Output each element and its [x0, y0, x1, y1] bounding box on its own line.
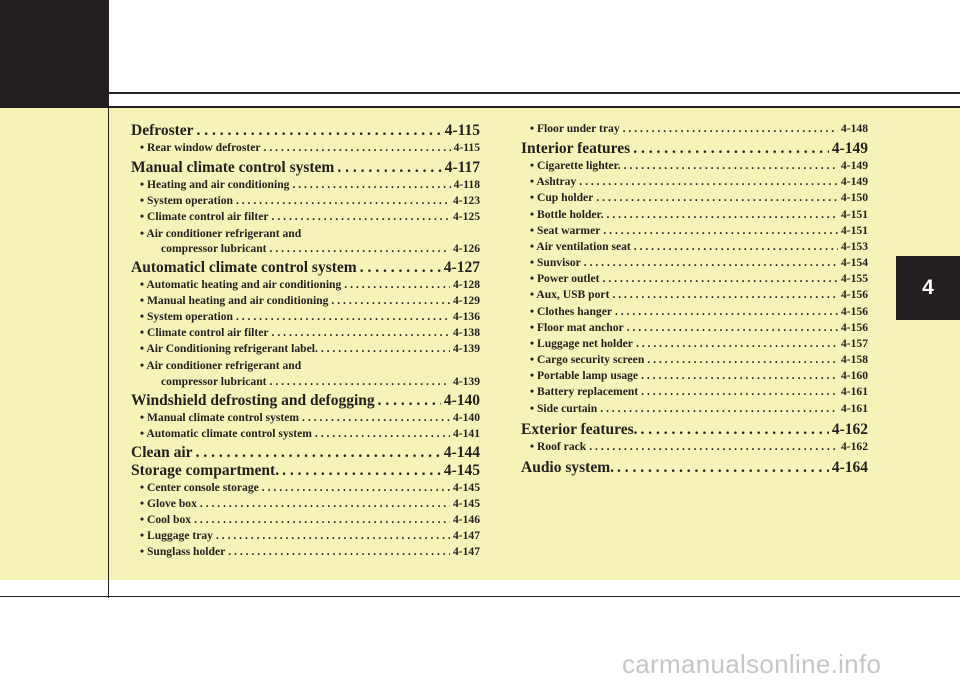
toc-dot-leader — [233, 194, 450, 207]
toc-page-number: 4-156 — [840, 321, 868, 334]
toc-dot-leader — [586, 440, 838, 453]
toc-dot-leader — [269, 326, 450, 339]
toc-page-number: 4-145 — [452, 497, 480, 510]
toc-entry-title: • Manual climate control system — [140, 411, 300, 424]
toc-entry-title: • System operation — [140, 310, 233, 323]
toc-subsection-entry[interactable] — [521, 122, 868, 138]
toc-dot-leader — [213, 529, 450, 542]
toc-dot-leader — [600, 272, 838, 285]
toc-entry-title: • Center console storage — [140, 481, 259, 494]
toc-page-number: 4-138 — [452, 326, 480, 339]
toc-dot-leader — [259, 481, 450, 494]
toc-dot-leader — [375, 392, 441, 410]
toc-page-number: 4-115 — [444, 122, 480, 139]
chapter-tab[interactable] — [896, 256, 960, 320]
toc-dot-leader — [614, 459, 829, 477]
toc-page-number: 4-154 — [840, 256, 868, 269]
toc-page-number: 4-161 — [840, 402, 868, 415]
toc-dot-leader — [597, 402, 838, 415]
toc-entry-title: • Sunglass holder — [140, 545, 226, 558]
toc-dot-leader — [225, 545, 450, 558]
toc-page-number: 4-125 — [452, 210, 480, 223]
toc-subsection-entry[interactable] — [131, 194, 480, 210]
corner-black-block — [0, 0, 109, 92]
toc-entry-title: • Heating and air conditioning — [140, 178, 290, 191]
toc-page-number: 4-155 — [840, 272, 868, 285]
toc-subsection-entry[interactable] — [521, 369, 868, 385]
toc-dot-leader — [633, 337, 838, 350]
toc-subsection-entry[interactable] — [521, 208, 868, 224]
left-margin-line — [108, 92, 109, 598]
toc-page-number: 4-160 — [840, 369, 868, 382]
toc-entry-title: Interior features — [521, 140, 631, 157]
toc-subsection-entry[interactable] — [521, 191, 868, 207]
toc-dot-leader — [604, 208, 838, 221]
toc-page-number: 4-115 — [453, 141, 480, 154]
toc-page-number: 4-136 — [452, 310, 480, 323]
toc-entry-title: • System operation — [140, 194, 233, 207]
toc-entry-title: Audio system. — [521, 459, 615, 476]
toc-section-entry[interactable] — [131, 122, 480, 142]
toc-entry-title: Defroster — [131, 122, 194, 139]
toc-section-entry[interactable] — [131, 444, 480, 464]
toc-dot-leader — [191, 513, 450, 526]
toc-dot-leader — [341, 278, 450, 291]
toc-subsection-entry[interactable] — [131, 529, 480, 545]
toc-section-entry[interactable] — [131, 259, 480, 279]
toc-page-number: 4-149 — [831, 140, 868, 157]
toc-page-number: 4-129 — [452, 294, 480, 307]
toc-dot-leader — [261, 141, 451, 154]
toc-entry-title: Storage compartment. — [131, 462, 280, 479]
toc-dot-leader — [197, 497, 450, 510]
toc-subsection-entry[interactable] — [131, 545, 480, 561]
toc-dot-leader — [621, 159, 838, 172]
toc-subsection-entry[interactable] — [521, 385, 868, 401]
toc-section-entry[interactable] — [131, 392, 480, 412]
toc-subsection-entry[interactable] — [131, 294, 480, 310]
toc-page-number: 4-151 — [840, 208, 868, 221]
toc-entry-title: • Side curtain — [530, 402, 598, 415]
toc-page-number: 4-153 — [840, 240, 868, 253]
toc-subsection-entry[interactable] — [521, 272, 868, 288]
toc-dot-leader — [312, 427, 450, 440]
toc-entry-title: • Seat warmer — [530, 224, 601, 237]
toc-page-number: 4-139 — [452, 375, 480, 388]
toc-entry-title: • Portable lamp usage — [530, 369, 639, 382]
toc-page-number: 4-118 — [453, 178, 480, 191]
toc-subsection-entry[interactable] — [131, 141, 480, 157]
toc-subsection-entry[interactable] — [131, 178, 480, 194]
toc-entry-title: • Cup holder — [530, 191, 594, 204]
toc-page-number: 4-145 — [443, 462, 480, 479]
toc-dot-leader — [581, 256, 838, 269]
toc-dot-leader — [576, 175, 838, 188]
toc-subsection-entry[interactable] — [131, 310, 480, 326]
toc-subsection-entry[interactable] — [521, 288, 868, 304]
corner-black-strip — [0, 92, 109, 108]
toc-section-entry[interactable] — [131, 159, 480, 179]
toc-dot-leader — [289, 178, 450, 191]
toc-dot-leader — [193, 444, 441, 462]
toc-subsection-entry[interactable] — [131, 359, 480, 375]
toc-page-number: 4-145 — [452, 481, 480, 494]
toc-page-number: 4-147 — [452, 545, 480, 558]
toc-subsection-entry[interactable] — [521, 402, 868, 418]
toc-dot-leader — [638, 369, 838, 382]
toc-subsection-entry[interactable] — [131, 427, 480, 443]
toc-entry-title: • Roof rack — [530, 440, 587, 453]
toc-dot-leader — [328, 294, 450, 307]
toc-page-number: 4-156 — [840, 305, 868, 318]
toc-entry-title: • Automatic climate control system — [140, 427, 312, 440]
toc-entry-title: • Ashtray — [530, 175, 577, 188]
toc-entry-title: • Aux, USB port — [530, 288, 610, 301]
toc-page-number: 4-149 — [840, 159, 868, 172]
toc-page-number: 4-140 — [443, 392, 480, 409]
toc-subsection-entry[interactable] — [521, 440, 868, 456]
toc-dot-leader — [624, 321, 838, 334]
toc-page-number: 4-127 — [443, 259, 480, 276]
toc-subsection-entry[interactable] — [521, 240, 868, 256]
toc-dot-leader — [318, 342, 450, 355]
toc-subsection-entry[interactable] — [131, 481, 480, 497]
toc-entry-title: • Air ventilation seat — [530, 240, 631, 253]
toc-page-number: 4-162 — [831, 421, 868, 438]
toc-subsection-entry[interactable] — [131, 513, 480, 529]
toc-dot-leader — [638, 421, 829, 439]
toc-subsection-entry[interactable] — [521, 321, 868, 337]
toc-dot-leader — [267, 375, 450, 388]
toc-entry-title: • Air conditioner refrigerant and — [140, 359, 302, 372]
toc-dot-leader — [194, 122, 442, 140]
toc-page-number: 4-139 — [452, 342, 480, 355]
toc-dot-leader — [279, 462, 441, 480]
toc-entry-title: • Glove box — [140, 497, 197, 510]
toc-entry-title: Automaticl climate control system — [131, 259, 357, 276]
toc-subsection-entry[interactable] — [521, 175, 868, 191]
toc-dot-leader — [630, 140, 829, 158]
toc-page-number: 4-144 — [443, 444, 480, 461]
toc-page-number: 4-140 — [452, 411, 480, 424]
toc-entry-title: • Clothes hanger — [530, 305, 612, 318]
toc-subsection-entry[interactable] — [521, 256, 868, 272]
toc-entry-title: compressor lubricant — [161, 242, 267, 255]
toc-entry-title: Manual climate control system — [131, 159, 335, 176]
toc-subsection-entry[interactable] — [521, 305, 868, 321]
toc-entry-title: • Power outlet — [530, 272, 600, 285]
toc-page-number: 4-150 — [840, 191, 868, 204]
toc-entry-title: • Floor mat anchor — [530, 321, 624, 334]
toc-subsection-entry[interactable] — [521, 353, 868, 369]
toc-dot-leader — [233, 310, 450, 323]
toc-entry-title: • Climate control air filter — [140, 210, 269, 223]
toc-page-number: 4-161 — [840, 385, 868, 398]
toc-subsection-entry[interactable] — [131, 242, 480, 258]
toc-page-number: 4-158 — [840, 353, 868, 366]
toc-entry-title: • Climate control air filter — [140, 326, 269, 339]
toc-dot-leader — [612, 305, 838, 318]
toc-entry-title: • Cigarette lighter. — [530, 159, 621, 172]
toc-entry-title: • Floor under tray — [530, 122, 620, 135]
toc-entry-title: • Luggage net holder — [530, 337, 633, 350]
toc-dot-leader — [638, 385, 838, 398]
toc-page-number: 4-157 — [840, 337, 868, 350]
toc-page-number: 4-147 — [452, 529, 480, 542]
toc-section-entry[interactable] — [131, 462, 480, 482]
toc-entry-title: • Battery replacement — [530, 385, 639, 398]
toc-page-number: 4-156 — [840, 288, 868, 301]
toc-entry-title: • Cool box — [140, 513, 192, 526]
toc-subsection-entry[interactable] — [521, 337, 868, 353]
toc-section-entry[interactable] — [521, 459, 868, 479]
toc-page-number: 4-126 — [452, 242, 480, 255]
toc-subsection-entry[interactable] — [131, 210, 480, 226]
toc-page-number: 4-149 — [840, 175, 868, 188]
toc-dot-leader — [334, 159, 441, 177]
toc-page-number: 4-123 — [452, 194, 480, 207]
toc-subsection-entry[interactable] — [521, 224, 868, 240]
toc-dot-leader — [620, 122, 838, 135]
toc-subsection-entry[interactable] — [521, 159, 868, 175]
toc-dot-leader — [269, 210, 450, 223]
toc-entry-title: compressor lubricant — [161, 375, 267, 388]
toc-dot-leader — [609, 288, 838, 301]
toc-entry-title: • Air Conditioning refrigerant label. — [140, 342, 318, 355]
toc-dot-leader — [267, 242, 450, 255]
toc-entry-title: Exterior features. — [521, 421, 638, 438]
toc-section-entry[interactable] — [521, 140, 868, 160]
toc-page-number: 4-162 — [840, 440, 868, 453]
toc-entry-title: • Manual heating and air conditioning — [140, 294, 329, 307]
toc-page-number: 4-128 — [452, 278, 480, 291]
toc-subsection-entry[interactable] — [131, 342, 480, 358]
toc-page-number: 4-148 — [840, 122, 868, 135]
toc-subsection-entry[interactable] — [131, 497, 480, 513]
toc-section-entry[interactable] — [521, 421, 868, 441]
toc-dot-leader — [357, 259, 441, 277]
toc-dot-leader — [600, 224, 838, 237]
toc-page-number: 4-141 — [452, 427, 480, 440]
toc-subsection-entry[interactable] — [131, 326, 480, 342]
toc-page-number: 4-164 — [831, 459, 868, 476]
toc-entry-title: • Sunvisor — [530, 256, 581, 269]
toc-entry-title: • Air conditioner refrigerant and — [140, 227, 302, 240]
bottom-rule — [0, 596, 960, 597]
toc-entry-title: • Luggage tray — [140, 529, 213, 542]
toc-entry-title: Clean air — [131, 444, 193, 461]
toc-page-number: 4-151 — [840, 224, 868, 237]
toc-page-number: 4-146 — [452, 513, 480, 526]
toc-entry-title: • Cargo security screen — [530, 353, 645, 366]
toc-dot-leader — [631, 240, 838, 253]
toc-entry-title: • Bottle holder. — [530, 208, 604, 221]
toc-subsection-entry[interactable] — [131, 375, 480, 391]
toc-dot-leader — [593, 191, 838, 204]
chapter-number: 4 — [922, 276, 934, 299]
toc-entry-title: • Rear window defroster — [140, 141, 261, 154]
toc-entry-title: Windshield defrosting and defogging — [131, 392, 375, 409]
toc-subsection-entry[interactable] — [131, 411, 480, 427]
header-rule — [0, 92, 960, 94]
toc-dot-leader — [299, 411, 450, 424]
toc-subsection-entry[interactable] — [131, 278, 480, 294]
toc-dot-leader — [644, 353, 838, 366]
toc-entry-title: • Automatic heating and air conditioning — [140, 278, 342, 291]
toc-page-number: 4-117 — [444, 159, 480, 176]
watermark-text: carmanualsonline.info — [622, 649, 882, 679]
toc-subsection-entry[interactable] — [131, 227, 480, 243]
